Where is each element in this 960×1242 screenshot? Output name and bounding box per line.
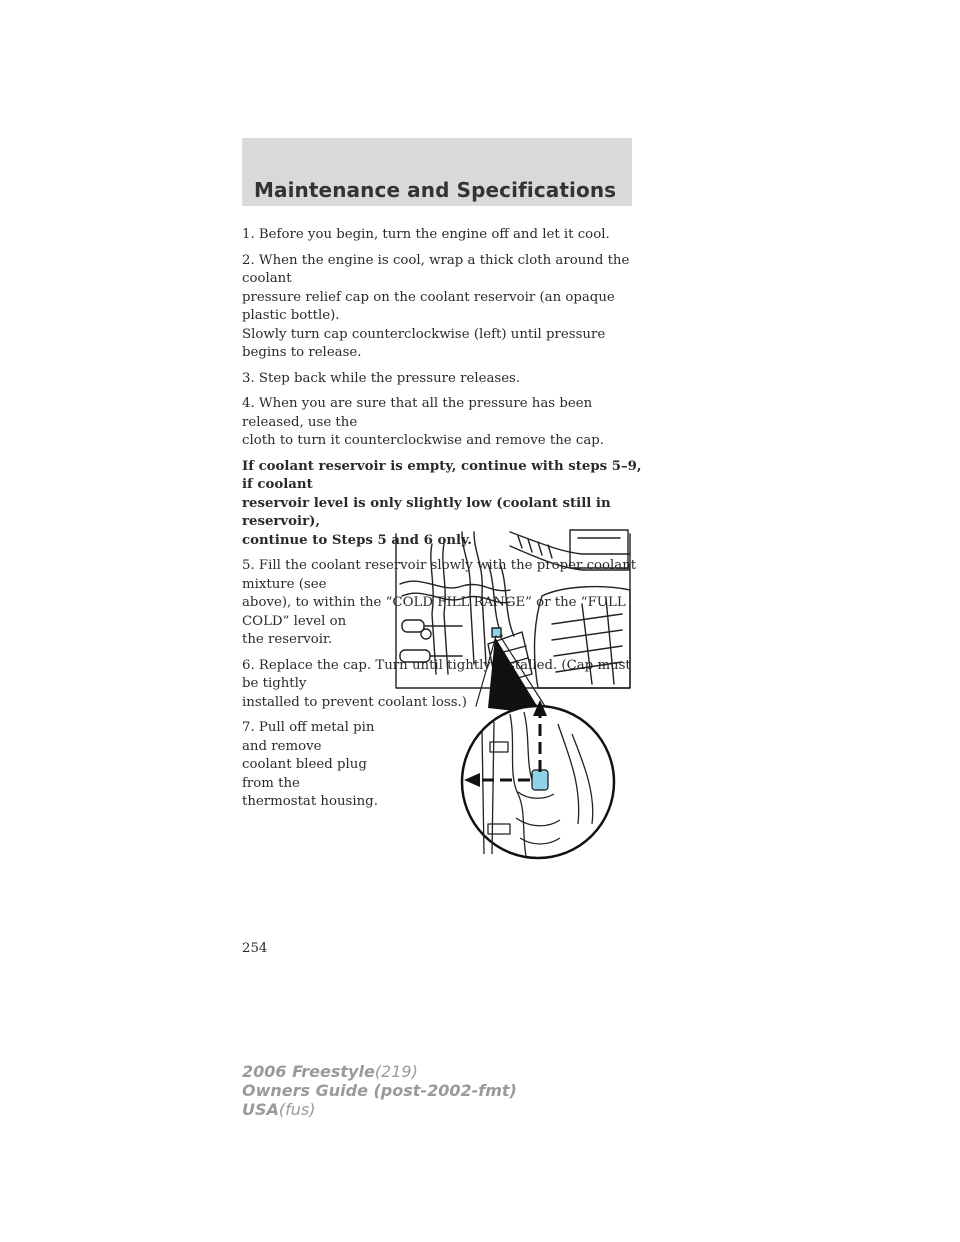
step-3 [242, 370, 642, 389]
step-6-line-2: installed to prevent coolant loss.) [242, 694, 467, 710]
step-4-line-2: cloth to turn it counterclockwise and remove the cap. [242, 433, 604, 448]
step-1 [242, 226, 642, 245]
footer-publication-info [242, 1062, 517, 1119]
section-title: Maintenance and Specifications [254, 178, 617, 202]
footer-line-3 [242, 1100, 517, 1119]
step-5-line-3: the reservoir. [242, 632, 333, 647]
step-4-line-1: 4. When you are sure that all the pressure has been released, use the [242, 396, 593, 430]
step-2-line-1: 2. When the engine is cool, wrap a thick cloth around the coolant [242, 252, 630, 286]
footer-guide-type: Owners Guide (post-2002-fmt) [242, 1081, 517, 1100]
step-4 [242, 395, 642, 451]
step-2-line-3: Slowly turn cap counterclockwise (left) until pressure begins to release. [242, 326, 606, 360]
note-line-3: continue to Steps 5 and 6 only. [242, 532, 472, 548]
step-7-line-3: thermostat housing. [242, 794, 378, 809]
footer-model: 2006 Freestyle [242, 1062, 375, 1081]
step-2-line-2: pressure relief cap on the coolant reservoir (an opaque plastic bottle). [242, 289, 615, 323]
step-2 [242, 252, 642, 363]
note-line-2: reservoir level is only slightly low (coolant still in reservoir), [242, 495, 611, 529]
step-7-line-1: 7. Pull off metal pin and remove [242, 720, 375, 754]
step-3-text: 3. Step back while the pressure releases. [242, 370, 521, 386]
note-line-1: If coolant reservoir is empty, continue with steps 5–9, if coolant [242, 458, 642, 492]
footer-line-1 [242, 1062, 517, 1081]
engine-illustration-icon [392, 524, 632, 860]
step-5-line-2: above), to within the “COLD FILL RANGE” or the “FULL COLD” level on [242, 595, 626, 629]
footer-line-2 [242, 1081, 517, 1100]
step-5-line-1: 5. Fill the coolant reservoir slowly with the proper coolant mixture (see [242, 558, 637, 592]
footer-market: USA [242, 1100, 279, 1119]
page-number: 254 [242, 941, 268, 956]
step-1-text: 1. Before you begin, turn the engine off and let it cool. [242, 227, 610, 242]
footer-market-code: (fus) [278, 1100, 316, 1119]
step-7-line-2: coolant bleed plug from the [242, 757, 367, 791]
engine-bleed-plug-illustration [392, 524, 632, 860]
footer-model-code: (219) [374, 1062, 418, 1081]
step-6-line-1: 6. Replace the cap. Turn until tightly installed. (Cap must be tightly [242, 657, 631, 691]
step-7 [242, 719, 402, 812]
